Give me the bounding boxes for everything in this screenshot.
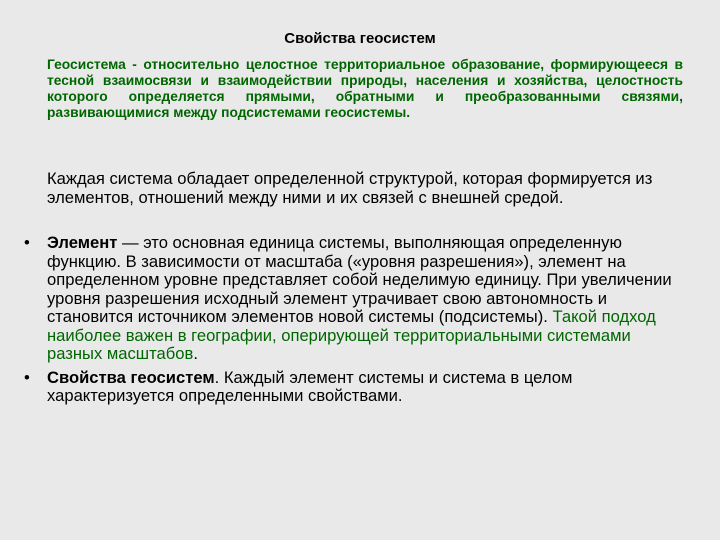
bullet-text: . Каждый элемент системы и система в целом характеризуется определенными свойствами.: [47, 367, 573, 405]
bullet-dot-icon: •: [24, 367, 30, 387]
bullet-term: Свойства геосистем: [47, 367, 215, 387]
bullet-item-element: [24, 233, 687, 364]
bullet-highlight: Такой подход наиболее важен в географии, оперирующей территориальными системами разных масштабов: [47, 307, 656, 363]
bullet-tail: .: [193, 344, 198, 363]
bullet-text: — это основная единица системы, выполняющая определенную функцию. В зависимости от масштаба («уровня разрешения»), элемент на определенном уровне представляет собой неделимую единицу. При увеличении уровня разрешения исходный элемент утрачивает свою автономность и становится источником элементов новой системы (подсистемы).: [47, 233, 672, 326]
intro-paragraph: Каждая система обладает определенной структурой, которая формируется из элементов, отношений между ними и их связей с внешней средой.: [47, 169, 653, 207]
bullet-term: Элемент: [47, 233, 118, 252]
geosystem-definition: Геосистема - относительно целостное территориальное образование, формирующееся в тесной взаимосвязи и взаимодействии природы, населения и хозяйства, целостность которого определяется прямыми, обратными и преобразованными связями, развивающимися между подсистемами геосистемы.: [47, 57, 683, 120]
bullet-dot-icon: •: [24, 233, 30, 252]
bullet-list: [24, 233, 687, 411]
slide-title: Свойства геосистем: [284, 30, 436, 47]
bullet-item-properties: [24, 367, 687, 406]
